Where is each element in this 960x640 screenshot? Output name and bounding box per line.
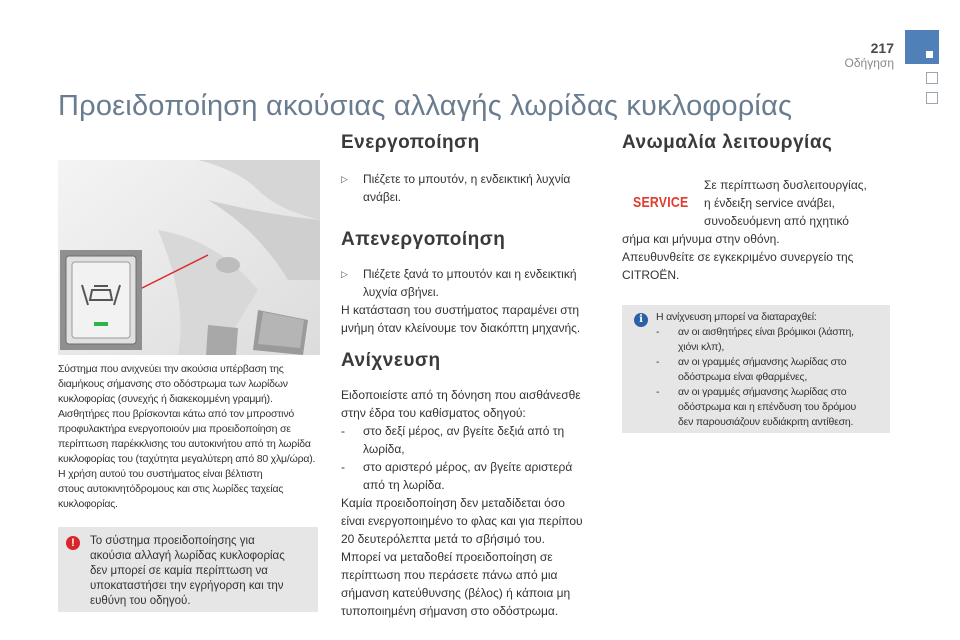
description-line: στους αυτοκινητόδρομους και στις λωρίδες ταχείας [58,483,284,495]
exclamation-icon: ! [66,536,80,550]
info-icon: i [634,313,648,327]
detection-item-line: λωρίδα, [363,442,405,456]
detection-text-line: τυποποιημένη σήμανση στο οδόστρωμα. [341,604,559,618]
description-line: κυκλοφορίας (συνεχής ή διακεκομμένη γραμμή). [58,393,273,405]
deactivation-section [341,265,603,337]
info-item-line: αν οι αισθητήρες είναι βρόμικοι (λάσπη, [678,326,854,338]
detection-intro-line: Ειδοποιείστε από τη δόνηση που αισθάνεσθε [341,388,581,402]
arrow-bullet-icon: ▷ [341,174,348,184]
detection-text-line: περίπτωση που περάσετε πάνω από μια [341,568,558,582]
activation-item [341,170,601,206]
malfunction-heading: Ανωμαλία λειτουργίας [622,132,833,153]
malfunction-line: σήμα και μήνυμα στην οθόνη. [622,232,780,246]
info-text: Η ανίχνευση μπορεί να διαταραχθεί: - αν οι αισθητήρες είναι βρόμικοι (λάσπη, χιόνι κλπ), - αν οι γραμμές σήμανσης λωρίδας στο οδόστρωμα είναι φθαρμένες, - αν οι γραμμές σήμανσης λωρίδας στο οδόστρωμα και η επένδυση του δρόμου δεν παρουσιάζουν ευδιάκριτη αντίθεση. [656,310,886,430]
deactivation-line: Πιέζετε ξανά το μπουτόν και η ενδεικτική [363,267,577,281]
activation-line: Πιέζετε το μπουτόν, η ενδεικτική λυχνία [363,172,571,186]
detection-text-line: Καμία προειδοποίηση δεν μεταδίδεται όσο [341,496,565,510]
detection-item-line: στο αριστερό μέρος, αν βγείτε αριστερά [363,460,573,474]
info-item-line: οδόστρωμα και η επένδυση του δρόμου [678,401,857,413]
detection-text-line: 20 δευτερόλεπτα μετά το σβήσιμό του. [341,532,545,546]
warning-line: ευθύνη του οδηγού. [90,595,191,607]
warning-line: Το σύστημα προειδοποίησης για [90,535,255,547]
dashboard-illustration [58,160,320,355]
info-item-line: αν οι γραμμές σήμανσης λωρίδας στο [678,386,847,398]
deactivation-text-line: μνήμη όταν κλείνουμε τον διακόπτη μηχανής. [341,321,581,335]
info-item-line: οδόστρωμα είναι φθαρμένες, [678,371,808,383]
warning-line: δεν μπορεί σε καμία περίπτωση να [90,565,268,577]
description-line: κυκλοφορίας του (ταχύτητα μεγαλύτερη από 80 χλμ/ώρα). [58,453,316,465]
info-item-line: δεν παρουσιάζουν ευδιάκριτη αντίθεση. [678,416,854,428]
malfunction-line: Σε περίπτωση δυσλειτουργίας, [704,178,867,192]
malfunction-line: η ένδειξη service ανάβει, [704,196,835,210]
detection-text-line: είναι ενεργοποιημένο το φλας και για περίπου [341,514,583,528]
malfunction-text [622,230,892,284]
description-line: προφυλακτήρα ενεργοποιούν μια προειδοποίηση σε [58,423,291,435]
nav-square-1 [926,72,938,84]
info-item-line: αν οι γραμμές σήμανσης λωρίδας στο [678,356,847,368]
detection-item-line: στο δεξί μέρος, αν βγείτε δεξιά από τη [363,424,565,438]
malfunction-line: συνοδευόμενη από ηχητικό [704,214,849,228]
info-intro: Η ανίχνευση μπορεί να διαταραχθεί: [656,311,817,323]
deactivation-line: λυχνία σβήνει. [363,285,439,299]
warning-line: υποκαταστήσει την εγρήγορση και την [90,580,284,592]
service-indicator: SERVICE [633,194,689,211]
chapter-tab [905,30,939,64]
detection-text-line: σήμανση κατεύθυνσης (βέλος) ή κάποια μη [341,586,571,600]
activation-line: ανάβει. [363,190,402,204]
activation-heading: Ενεργοποίηση [341,132,480,153]
system-description [58,362,328,512]
detection-item-line: από τη λωρίδα. [363,478,445,492]
page-title: Προειδοποίηση ακούσιας αλλαγής λωρίδας κυκλοφορίας [58,90,793,122]
detection-section: Ειδοποιείστε από τη δόνηση που αισθάνεσθε στην έδρα του καθίσματος οδηγού: - στο δεξί μέρος, αν βγείτε δεξιά από τη λωρίδα, - στο αριστερό μέρος, αν βγείτε αριστερά από τη λωρίδα. Καμία προειδοποίηση δεν μεταδίδεται όσο είναι ενεργοποιημένο το φλας και για περίπου 20 δευτερόλεπτα μετά το σβήσιμό του. Μπορεί να μεταδοθεί προειδοποίηση σε περίπτωση που περάσετε πάνω από μια σήμανση κατεύθυνσης (βέλος) ή κάποια μη τυποποιημένη σήμανση στο οδόστρωμα. [341,386,603,620]
deactivation-heading: Απενεργοποίηση [341,229,506,250]
malfunction-line: Απευθυνθείτε σε εγκεκριμένο συνεργείο της [622,250,854,264]
malfunction-text-indented [704,176,894,230]
info-item-line: χιόνι κλπ), [678,341,725,353]
warning-box [58,527,318,612]
nav-square-2 [926,92,938,104]
description-line: περίπτωση παρέκκλισης του αυτοκινήτου από τη λωρίδα [58,438,311,450]
warning-text [90,534,312,609]
description-line: διαμήκους σήμανσης στο οδόστρωμα των λωρίδων [58,378,288,390]
deactivation-text-line: Η κατάσταση του συστήματος παραμένει στη [341,303,580,317]
arrow-bullet-icon: ▷ [341,269,348,279]
detection-intro-line: στην έδρα του καθίσματος οδηγού: [341,406,526,420]
description-line: κυκλοφορίας. [58,498,118,510]
description-line: Αισθητήρες που βρίσκονται κάτω από τον μπροστινό [58,408,295,420]
info-box [622,305,890,433]
detection-heading: Ανίχνευση [341,350,441,371]
detection-text-line: Μπορεί να μεταδοθεί προειδοποίηση σε [341,550,553,564]
page-number: 217 [870,40,894,56]
warning-line: ακούσια αλλαγή λωρίδας κυκλοφορίας [90,550,285,562]
description-line: Σύστημα που ανιχνεύει την ακούσια υπέρβαση της [58,363,284,375]
section-label: Οδήγηση [844,56,894,70]
description-line: Η χρήση αυτού του συστήματος είναι βέλτιστη [58,468,263,480]
malfunction-line: CITROËN. [622,268,680,282]
